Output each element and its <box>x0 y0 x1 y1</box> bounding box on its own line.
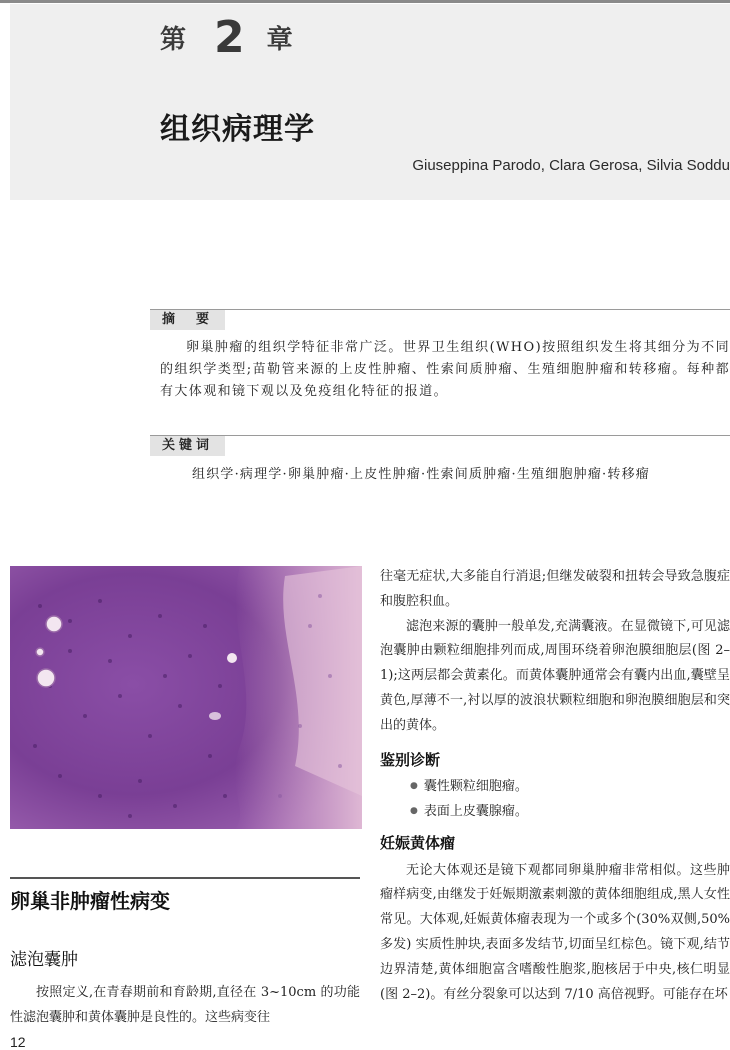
authors: Giuseppina Parodo, Clara Gerosa, Silvia Soddu <box>412 157 730 174</box>
list-item: ● 表面上皮囊腺瘤。 <box>410 799 730 824</box>
top-rule <box>0 0 730 3</box>
differential-heading: 鉴别诊断 <box>380 750 441 769</box>
keywords-label: 关键词 <box>150 436 225 456</box>
section-title: 卵巢非肿瘤性病变 <box>10 889 170 913</box>
chapter-label <box>160 12 295 63</box>
keywords-text: 组织学·病理学·卵巢肿瘤·上皮性肿瘤·性索间质肿瘤·生殖细胞肿瘤·转移瘤 <box>192 467 650 482</box>
abstract-header <box>150 309 730 330</box>
left-paragraph: 按照定义,在青春期前和育龄期,直径在 3~10cm 的功能性滤泡囊肿和黄体囊肿是良性的。这些病变往 <box>10 985 360 1025</box>
right-column <box>380 565 730 1007</box>
subsection-title: 滤泡囊肿 <box>10 950 78 970</box>
right-paragraph-1: 往毫无症状,大多能自行消退;但继发破裂和扭转会导致急腹症和腹腔积血。 <box>380 569 730 609</box>
chapter-prefix: 第 <box>160 25 189 55</box>
chapter-number: 2 <box>214 12 245 63</box>
differential-list <box>380 774 730 824</box>
section-rule <box>10 877 360 879</box>
keywords-header <box>150 435 730 456</box>
chapter-title: 组织病理学 <box>160 112 315 147</box>
pregnancy-luteoma-heading: 妊娠黄体瘤 <box>380 833 456 852</box>
list-item: ● 囊性颗粒细胞瘤。 <box>410 774 730 799</box>
page-number: 12 <box>10 1034 26 1050</box>
chapter-suffix: 章 <box>266 25 295 55</box>
right-paragraph-2: 滤泡来源的囊肿一般单发,充满囊液。在显微镜下,可见滤泡囊肿由颗粒细胞排列而成,周围环绕着卵泡膜细胞层(图 2–1);这两层都会黄素化。而黄体囊肿通常会有囊内出血,囊壁呈黄色,厚薄不一,衬以厚的波浪状颗粒细胞和卵泡膜细胞层和突出的黄体。 <box>380 618 730 733</box>
histology-figure <box>10 566 362 829</box>
abstract-label: 摘 要 <box>150 310 225 330</box>
right-paragraph-3: 无论大体观还是镜下观都同卵巢肿瘤非常相似。这些肿瘤样病变,由继发于妊娠期激素刺激的黄体细胞组成,黑人女性常见。大体观,妊娠黄体瘤表现为一个或多个(30%双侧,50%多发) 实质性肿块,表面多发结节,切面呈红棕色。镜下观,结节边界清楚,黄体细胞富含嗜酸性胞浆,胞核居于中央,核仁明显(图 2–2)。有丝分裂象可以达到 7/10 高倍视野。可能存在坏 <box>380 862 730 1002</box>
abstract-text: 卵巢肿瘤的组织学特征非常广泛。世界卫生组织(WHO)按照组织发生将其细分为不同的组织学类型;苗勒管来源的上皮性肿瘤、性索间质肿瘤、生殖细胞肿瘤和转移瘤。每种都有大体观和镜下观以及免疫组化特征的报道。 <box>160 340 730 399</box>
